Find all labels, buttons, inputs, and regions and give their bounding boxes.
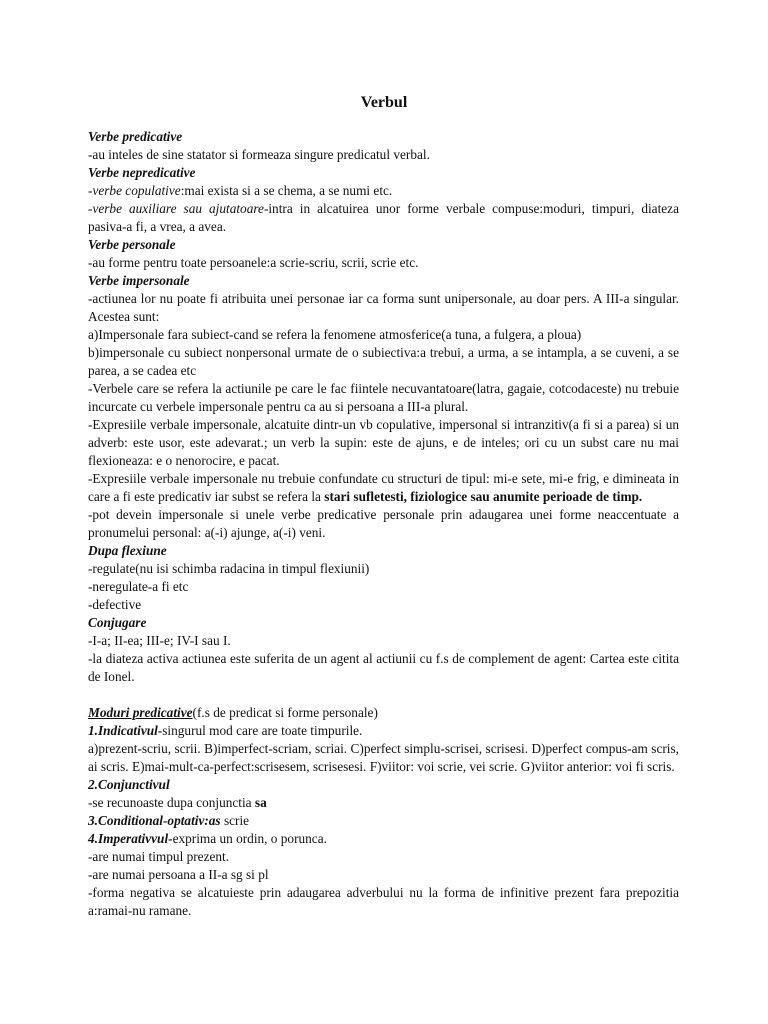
section-heading-conjugare: Conjugare (88, 615, 147, 630)
text-run: :mai exista si a se chema, a se numi etc. (180, 183, 393, 198)
italic-term: verbe auxiliare sau ajutatoare (92, 201, 264, 216)
blank-line (88, 686, 679, 704)
paragraph: b)impersonale cu subiect nonpersonal urmate de o subiectiva:a trebui, a urma, a se intampla, a se cuveni, a se parea, a se cadea etc (88, 345, 679, 378)
italic-term: verbe copulative (92, 183, 181, 198)
paragraph: a)prezent-scriu, scrii. B)imperfect-scriam, scriai. C)perfect simplu-scrisei, scrisesi. D)perfect compus-am scris, ai scris. E)mai-mult-ca-perfect:scrisesem, scrisesesi. F)viitor: voi scrie, vei scrie. G)viitor anterior: voi fi scris. (88, 741, 679, 774)
text-run: exprima un ordin, o porunca. (172, 831, 327, 846)
subheading-conditional-optativ (88, 812, 679, 830)
text-run: -Expresiile verbale impersonale nu trebuie confundate cu structuri de tipul: mi-e sete, mi-e frig, e dimineata in care a fi este predicativ iar subst se refera la (88, 471, 679, 504)
list-item: -neregulate-a fi etc (88, 579, 189, 594)
text-run: singurul mod care are toate timpurile. (162, 723, 363, 738)
list-item: -regulate(nu isi schimba radacina in timpul flexiunii) (88, 561, 370, 576)
document-body (88, 128, 679, 920)
text-run: scrie (220, 813, 250, 828)
bold-phrase: sa (254, 795, 267, 810)
paragraph: -la diateza activa actiunea este suferita de un agent al actiunii cu f.s de complement de agent: Cartea este citita de Ionel. (88, 651, 679, 684)
paragraph: -forma negativa se alcatuieste prin adaugarea adverbului nu la forma de infinitive prezent fara prepozitia a:ramai-nu ramane. (88, 885, 679, 918)
list-item: -are numai persoana a II-a sg si pl (88, 867, 269, 882)
text-run: -intra in alcatuirea unor forme verbale compuse:moduri, timpuri, diateza pasiva-a fi, a vrea, a avea. (88, 201, 679, 234)
underlined-heading: Moduri predicative (88, 705, 193, 720)
paragraph (88, 794, 679, 812)
bold-phrase: stari sufletesti, fiziologice sau anumite perioade de timp. (324, 489, 643, 504)
paragraph (88, 182, 679, 200)
paragraph: -au inteles de sine statator si formeaza singure predicatul verbal. (88, 147, 430, 162)
subheading-conjunctivul: 2.Conjunctivul (88, 777, 170, 792)
paragraph: -Expresiile verbale impersonale, alcatuite dintr-un vb copulative, impersonal si intranzitiv(a fi si a parea) si un adverb: este usor, este adevarat.; un verb la supin: este de ajuns, e de inteles; ori cu un subst care nu mai flexioneaza: e o nenorocire, e pacat. (88, 417, 679, 468)
section-heading-moduri-predicative (88, 704, 679, 722)
paragraph: -actiunea lor nu poate fi atribuita unei personae iar ca forma sunt unipersonale, au doar pers. A III-a singular. Acestea sunt: (88, 291, 679, 324)
paragraph: a)Impersonale fara subiect-cand se refera la fenomene atmosferice(a tuna, a fulgera, a ploua) (88, 327, 582, 342)
text-run: (f.s de predicat si forme personale) (192, 705, 378, 720)
paragraph: -pot devein impersonale si unele verbe predicative personale prin adaugarea unei forme neaccentuate a pronumelui personal: a(-i) ajunge, a(-i) veni. (88, 507, 679, 540)
page-title: Verbul (360, 94, 408, 111)
list-item: -defective (88, 597, 142, 612)
paragraph (88, 200, 679, 236)
section-heading-verbe-personale: Verbe personale (88, 237, 176, 252)
paragraph: -I-a; II-ea; III-e; IV-I sau I. (88, 633, 231, 648)
subheading-indicativul (88, 722, 679, 740)
section-heading-verbe-impersonale: Verbe impersonale (88, 273, 190, 288)
subheading-label: 1.Indicativul- (88, 723, 163, 738)
paragraph: -au forme pentru toate persoanele:a scrie-scriu, scrii, scrie etc. (88, 255, 419, 270)
text-run: - (88, 183, 93, 198)
section-heading-verbe-predicative: Verbe predicative (88, 129, 183, 144)
text-run: -se recunoaste dupa conjunctia (88, 795, 255, 810)
section-heading-verbe-nepredicative: Verbe nepredicative (88, 165, 196, 180)
subheading-imperativul (88, 830, 679, 848)
paragraph (88, 470, 679, 506)
list-item: -are numai timpul prezent. (88, 849, 230, 864)
section-heading-dupa-flexiune: Dupa flexiune (88, 543, 167, 558)
text-run: - (88, 201, 93, 216)
subheading-label: 4.Imperativvul- (88, 831, 173, 846)
paragraph: -Verbele care se refera la actiunile pe care le fac fiintele necuvantatoare(latra, gagaie, cotcodaceste) nu trebuie incurcate cu verbele impersonale pentru ca au si persoana a III-a plural. (88, 381, 679, 414)
subheading-label: 3.Conditional-optativ:as (88, 813, 221, 828)
